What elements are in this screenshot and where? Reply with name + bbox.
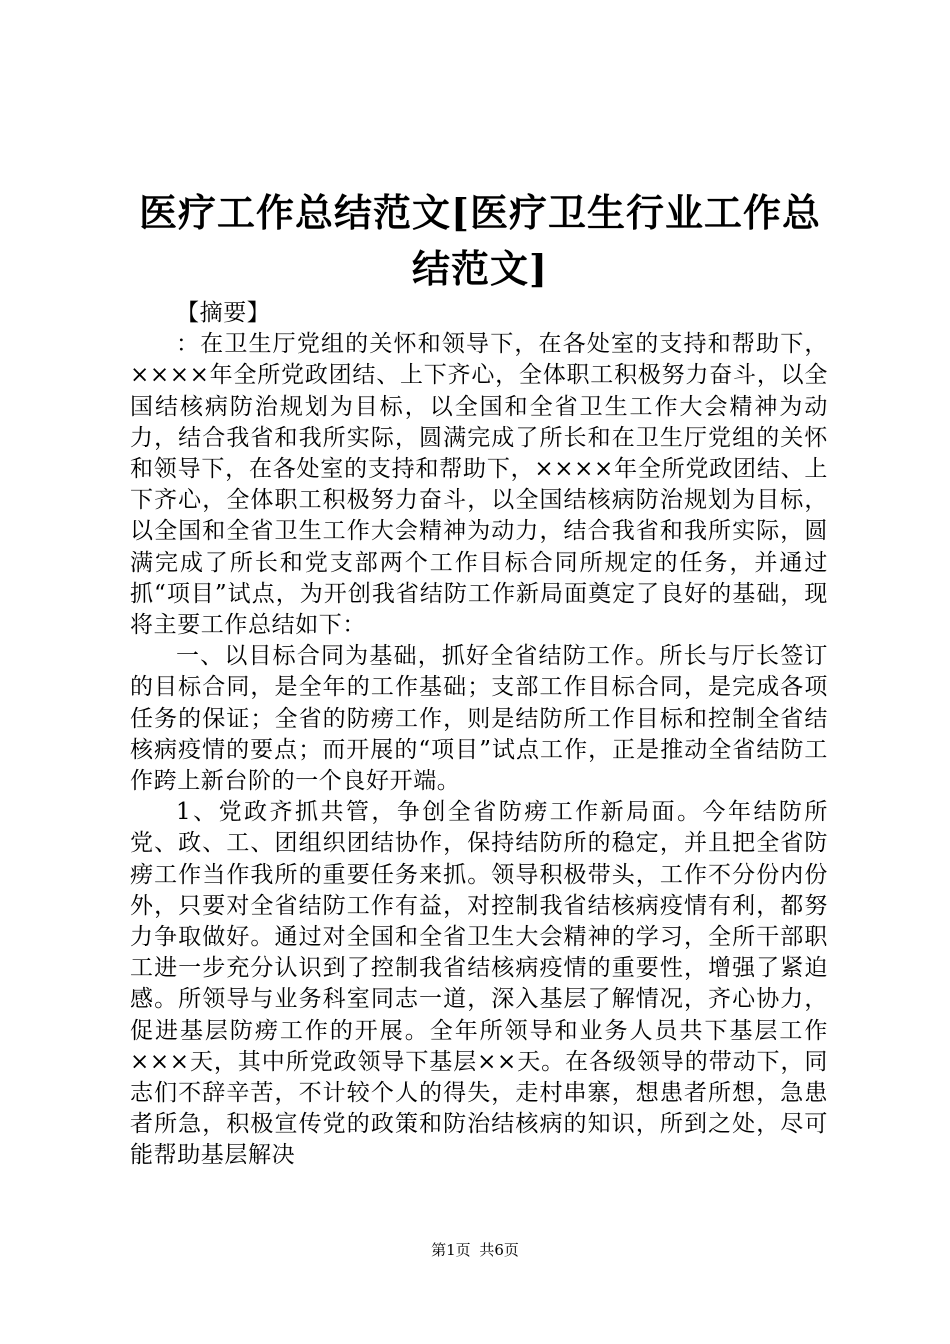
page-number-footer: 第1页 共6页 <box>431 1241 519 1259</box>
abstract-paragraph: ：在卫生厅党组的关怀和领导下，在各处室的支持和帮助下，××××年全所党政团结、上下齐心，全体职工积极努力奋斗，以全国结核病防治规划为目标，以全国和全省卫生工作大会精神为动力，结合我省和我所实际，圆满完成了所长和在卫生厅党组的关怀和领导下，在各处室的支持和帮助下，××××年全所党政团结、上下齐心，全体职工积极努力奋斗，以全国结核病防治规划为目标，以全国和全省卫生工作大会精神为动力，结合我省和我所实际，圆满完成了所长和党支部两个工作目标合同所规定的任务，并通过抓“项目”试点，为开创我省结防工作新局面奠定了良好的基础，现将主要工作总结如下： <box>130 331 828 639</box>
document-body <box>130 298 828 1172</box>
abstract-label: 【摘要】 <box>176 300 271 326</box>
section-one-paragraph: 一、以目标合同为基础，抓好全省结防工作。所长与厅长签订的目标合同，是全年的工作基础；支部工作目标合同，是完成各项任务的保证；全省的防痨工作，则是结防所工作目标和控制全省结核病疫情的要点；而开展的“项目”试点工作，正是推动全省结防工作跨上新台阶的一个良好开端。 <box>130 643 828 795</box>
item-one-paragraph: 1、党政齐抓共管，争创全省防痨工作新局面。今年结防所党、政、工、团组织团结协作，保持结防所的稳定，并且把全省防痨工作当作我所的重要任务来抓。领导积极带头，工作不分份内份外，只要对全省结防工作有益，对控制我省结核病疫情有利，都努力争取做好。通过对全国和全省卫生大会精神的学习，全所干部职工进一步充分认识到了控制我省结核病疫情的重要性，增强了紧迫感。所领导与业务科室同志一道，深入基层了解情况，齐心协力，促进基层防痨工作的开展。全年所领导和业务人员共下基层工作×××天，其中所党政领导下基层××天。在各级领导的带动下，同志们不辞辛苦，不计较个人的得失，走村串寨，想患者所想，急患者所急，积极宣传党的政策和防治结核病的知识，所到之处，尽可能帮助基层解决 <box>130 799 828 1169</box>
document-title: 医疗工作总结范文[医疗卫生行业工作总结范文] <box>139 190 821 291</box>
